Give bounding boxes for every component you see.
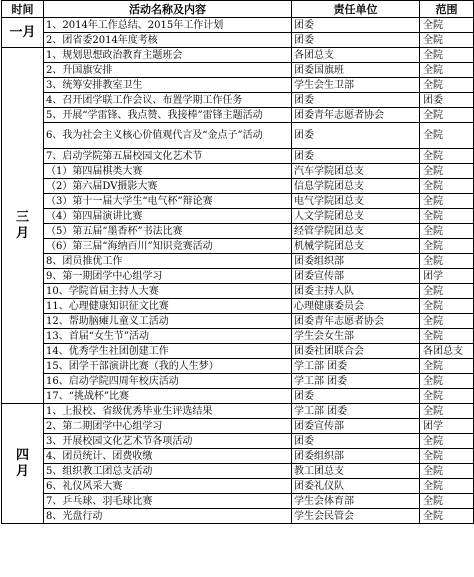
table-row [2,284,474,299]
unit-cell: 心理健康委员会 [292,299,420,314]
scope-cell: 团委 [420,93,474,108]
scope-cell: 全院 [420,108,474,123]
activity-cell: 13、首届“女生节”活动 [44,329,292,344]
unit-cell: 经管学院团总支 [292,224,420,239]
header-unit: 责任单位 [292,1,420,18]
scope-cell: 全院 [420,18,474,33]
unit-cell: 电气学院团总支 [292,194,420,209]
table-row [2,509,474,524]
activity-plan-body [2,18,474,524]
table-row [2,48,474,63]
scope-cell: 全院 [420,149,474,164]
scope-cell: 各团总支 [420,344,474,359]
unit-cell: 团委宣传部 [292,269,420,284]
scope-cell: 全院 [420,404,474,419]
scope-cell: 全院 [420,254,474,269]
scope-cell: 全院 [420,164,474,179]
scope-cell: 全院 [420,78,474,93]
scope-cell: 全院 [420,389,474,404]
activity-cell: 4、团员统计、团费收缴 [44,449,292,464]
scope-cell: 全院 [420,123,474,149]
table-row [2,314,474,329]
activity-cell: 2、升国旗安排 [44,63,292,78]
activity-cell: 14、优秀学生社团创建工作 [44,344,292,359]
scope-cell: 全院 [420,434,474,449]
activity-cell: 5、开展“学雷锋、我点赞、我接棒”雷锋主题活动 [44,108,292,123]
table-row [2,494,474,509]
scope-cell: 全院 [420,329,474,344]
activity-cell: 1、规划思想政治教育主题班会 [44,48,292,63]
scope-cell: 全院 [420,299,474,314]
scope-cell: 全院 [420,509,474,524]
activity-cell: 8、光盘行动 [44,509,292,524]
activity-cell: 17、“挑战杯”比赛 [44,389,292,404]
activity-cell: 3、统筹安排教室卫生 [44,78,292,93]
month-label [2,404,44,524]
unit-cell: 团委社团联合会 [292,344,420,359]
table-row [2,329,474,344]
table-row [2,269,474,284]
table-row [2,239,474,254]
header-scope: 范围 [420,1,474,18]
activity-cell: （6）第三届“海纳百川”知识竞赛活动 [44,239,292,254]
activity-cell: 2、团省委2014年度考核 [44,33,292,48]
unit-cell: 团委宣传部 [292,419,420,434]
unit-cell: 学生会体育部 [292,494,420,509]
table-row [2,464,474,479]
scope-cell: 团学 [420,419,474,434]
unit-cell: 团委青年志愿者协会 [292,314,420,329]
scope-cell: 全院 [420,359,474,374]
unit-cell: 团委 [292,93,420,108]
table-row [2,344,474,359]
scope-cell: 全院 [420,314,474,329]
unit-cell: 团委 [292,434,420,449]
activity-cell: （3）第十一届大学生“电气杯”辩论赛 [44,194,292,209]
scope-cell: 全院 [420,479,474,494]
table-row [2,179,474,194]
header-month: 时间 [2,1,44,18]
table-row [2,93,474,108]
table-row [2,299,474,314]
activity-cell: 7、启动学院第五届校园文化艺术节 [44,149,292,164]
scope-cell: 全院 [420,449,474,464]
unit-cell: 团委 [292,389,420,404]
month-label [2,18,44,48]
unit-cell: 学工部 团委 [292,359,420,374]
unit-cell: 团委组织部 [292,449,420,464]
unit-cell: 学工部 团委 [292,374,420,389]
activity-cell: （2）第六届DV摄影大赛 [44,179,292,194]
scope-cell: 全院 [420,179,474,194]
unit-cell: 团委主持人队 [292,284,420,299]
table-row [2,419,474,434]
scope-cell: 全院 [420,239,474,254]
table-row [2,404,474,419]
activity-cell: 3、开展校园文化艺术节各项活动 [44,434,292,449]
scope-cell: 全院 [420,48,474,63]
table-row [2,108,474,123]
table-row [2,18,474,33]
table-row [2,164,474,179]
activity-cell: 5、组织教工团总支活动 [44,464,292,479]
month-label [2,48,44,404]
unit-cell: 团委礼仪队 [292,479,420,494]
table-row [2,479,474,494]
scope-cell: 全院 [420,209,474,224]
table-row [2,434,474,449]
activity-cell: 6、礼仪风采大赛 [44,479,292,494]
unit-cell: 团委国旗班 [292,63,420,78]
month-label-text: 一月 [9,25,36,40]
table-row [2,78,474,93]
table-row [2,449,474,464]
scope-cell: 全院 [420,63,474,78]
activity-cell: 16、启动学院四周年校庆活动 [44,374,292,389]
scope-cell: 全院 [420,494,474,509]
header-row [2,1,474,18]
unit-cell: 团委组织部 [292,254,420,269]
activity-cell: 9、第一期团学中心组学习 [44,269,292,284]
unit-cell: 团委青年志愿者协会 [292,108,420,123]
activity-cell: 1、2014年工作总结、2015年工作计划 [44,18,292,33]
activity-plan-table [1,0,474,524]
unit-cell: 团委 [292,18,420,33]
unit-cell: 学生会生卫部 [292,78,420,93]
activity-cell: 11、心理健康知识征文比赛 [44,299,292,314]
scope-cell: 全院 [420,464,474,479]
table-row [2,194,474,209]
table-row [2,389,474,404]
unit-cell: 机械学院团总支 [292,239,420,254]
table-row [2,33,474,48]
table-row [2,224,474,239]
activity-cell: 2、第二期团学中心组学习 [44,419,292,434]
table-row [2,374,474,389]
unit-cell: 人文学院团总支 [292,209,420,224]
activity-cell: 12、帮助脑瘫儿童义工活动 [44,314,292,329]
activity-cell: （4）第四届演讲比赛 [44,209,292,224]
unit-cell: 信息学院团总支 [292,179,420,194]
unit-cell: 学生会女生部 [292,329,420,344]
table-row [2,149,474,164]
activity-cell: （5）第五届“墨香杯”书法比赛 [44,224,292,239]
activity-cell: 7、乒乓球、羽毛球比赛 [44,494,292,509]
table-row [2,359,474,374]
header-activity: 活动名称及内容 [44,1,292,18]
scope-cell: 全院 [420,194,474,209]
scope-cell: 全院 [420,33,474,48]
scope-cell: 全院 [420,284,474,299]
unit-cell: 各团总支 [292,48,420,63]
unit-cell: 学工部 团委 [292,404,420,419]
table-row [2,123,474,149]
scope-cell: 团学 [420,269,474,284]
activity-cell: 8、团员推优工作 [44,254,292,269]
activity-cell: 10、学院首届主持人大赛 [44,284,292,299]
activity-cell: （1）第四届棋类大赛 [44,164,292,179]
month-label-text: 四月 [15,447,29,479]
scope-cell: 全院 [420,224,474,239]
activity-cell: 6、我为社会主义核心价值观代言及“金点子”活动 [44,123,292,149]
unit-cell: 团委 [292,123,420,149]
activity-cell: 15、团学干部演讲比赛（我的人生梦） [44,359,292,374]
activity-cell: 4、召开团学联工作会议、布置学期工作任务 [44,93,292,108]
scope-cell: 全院 [420,374,474,389]
unit-cell: 汽车学院团总支 [292,164,420,179]
table-row [2,209,474,224]
table-row [2,254,474,269]
unit-cell: 团委 [292,33,420,48]
unit-cell: 教工团总支 [292,464,420,479]
month-label-text: 三月 [15,209,29,241]
unit-cell: 学生会民管会 [292,509,420,524]
table-row [2,63,474,78]
activity-cell: 1、上报校、省级优秀毕业生评选结果 [44,404,292,419]
unit-cell: 团委 [292,149,420,164]
